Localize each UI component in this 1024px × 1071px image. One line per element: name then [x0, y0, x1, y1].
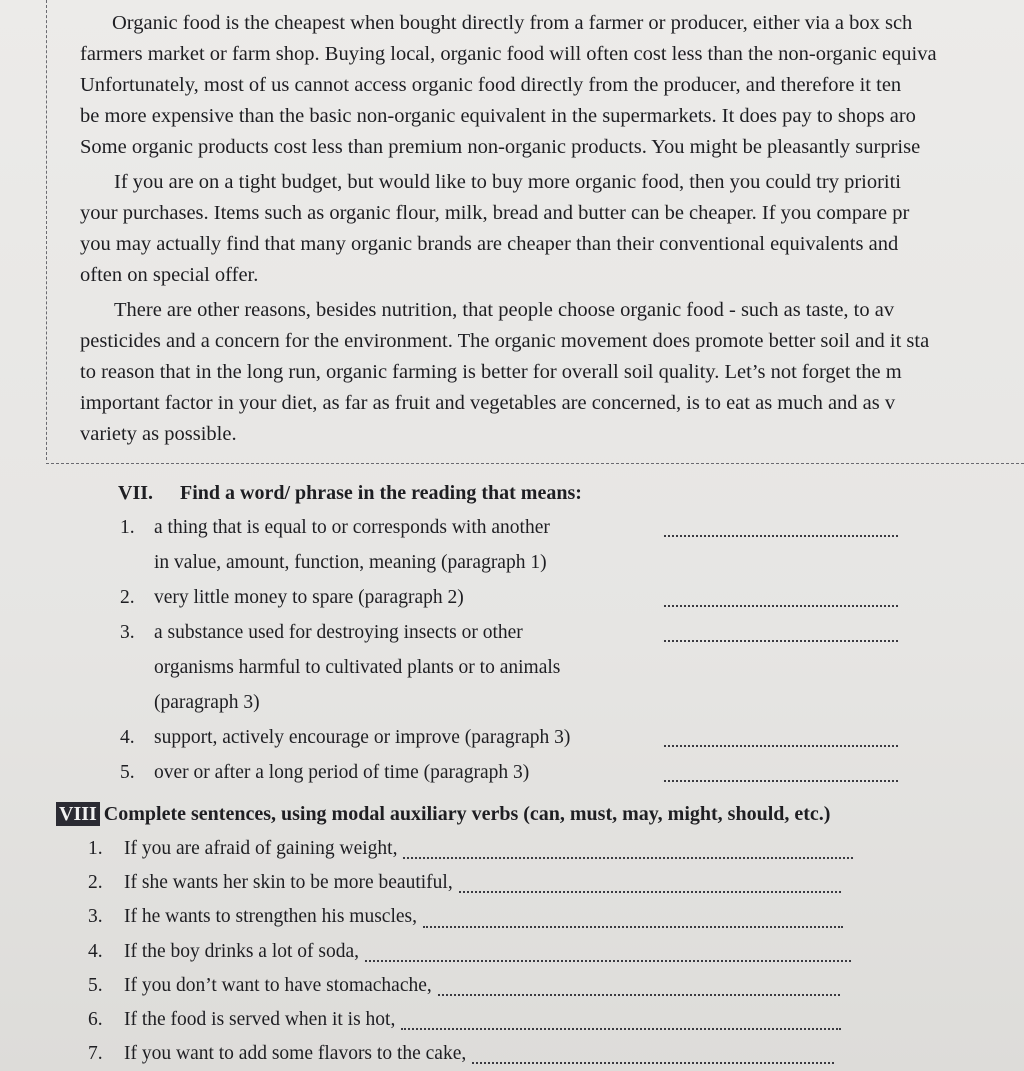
sentence-number: 6.	[88, 1009, 103, 1031]
answer-blank[interactable]	[664, 745, 898, 747]
exercise-number: VIII	[56, 802, 100, 826]
sentence-item	[88, 1003, 1016, 1037]
question-text: a thing that is equal to or corresponds with another	[154, 517, 550, 538]
sentence-item	[88, 866, 1016, 900]
paragraph-line: important factor in your diet, as far as fruit and vegetables are concerned, is to eat as much and as v	[80, 392, 896, 414]
question-number: 5.	[120, 762, 135, 783]
answer-blank[interactable]	[459, 891, 841, 893]
paragraph-line: to reason that in the long run, organic farming is better for overall soil quality. Let’s not forget the m	[80, 361, 902, 383]
answer-blank[interactable]	[664, 535, 898, 537]
sentence-number: 5.	[88, 974, 103, 996]
sentence-prompt: If she wants her skin to be more beautiful,	[124, 872, 453, 894]
paragraph-line: pesticides and a concern for the environment. The organic movement does promote better soil and it sta	[80, 330, 930, 352]
question-text: very little money to spare (paragraph 2)	[154, 587, 464, 608]
question-item	[118, 510, 918, 580]
paragraph-line: be more expensive than the basic non-organic equivalent in the supermarkets. It does pay to shops aro	[80, 105, 916, 127]
paragraph-2	[80, 167, 1024, 291]
question-number: 2.	[120, 587, 135, 608]
paragraph-line: often on special offer.	[80, 264, 259, 286]
sentence-number: 1.	[88, 838, 103, 859]
answer-blank[interactable]	[438, 994, 840, 996]
question-text: organisms harmful to cultivated plants or to animals	[154, 657, 561, 678]
question-text: a substance used for destroying insects or other	[154, 622, 523, 643]
exercise-title: Find a word/ phrase in the reading that means:	[180, 482, 582, 504]
question-text: over or after a long period of time (paragraph 3)	[154, 762, 530, 783]
sentence-prompt: If you are afraid of gaining weight,	[124, 838, 398, 859]
sentence-item	[88, 1037, 1016, 1071]
paragraph-1	[80, 8, 1024, 163]
paragraph-line: There are other reasons, besides nutrition, that people choose organic food - such as taste, to av	[114, 299, 895, 321]
answer-blank[interactable]	[664, 640, 898, 642]
exercise-title: Complete sentences, using modal auxiliary verbs (can, must, may, might, should, etc.)	[103, 803, 831, 825]
sentence-item	[88, 832, 1016, 866]
answer-blank[interactable]	[472, 1062, 834, 1064]
paragraph-line: farmers market or farm shop. Buying local, organic food will often cost less than the non-organic equiva	[80, 43, 937, 65]
answer-blank[interactable]	[664, 780, 898, 782]
paragraph-line: your purchases. Items such as organic flour, milk, bread and butter can be cheaper. If you compare pr	[80, 202, 910, 224]
sentence-number: 4.	[88, 940, 103, 962]
margin-dashed-line	[46, 0, 47, 460]
sentence-item	[88, 935, 1016, 969]
paragraph-line: Organic food is the cheapest when bought directly from a farmer or producer, either via a box sch	[112, 12, 913, 34]
sentence-prompt: If the food is served when it is hot,	[124, 1009, 396, 1031]
question-number: 3.	[120, 622, 135, 643]
exercise-7	[118, 476, 918, 790]
sentence-number: 2.	[88, 872, 103, 894]
exercise-8	[56, 796, 1016, 1071]
question-item	[118, 755, 918, 790]
section-dashed-divider	[46, 463, 1024, 464]
paragraph-line: Some organic products cost less than premium non-organic products. You might be pleasantly surprise	[80, 136, 921, 158]
answer-blank[interactable]	[365, 960, 851, 962]
question-text: (paragraph 3)	[154, 692, 260, 713]
sentence-prompt: If he wants to strengthen his muscles,	[124, 906, 417, 928]
question-text: support, actively encourage or improve (paragraph 3)	[154, 727, 571, 748]
paragraph-3	[80, 295, 1024, 450]
paragraph-line: If you are on a tight budget, but would like to buy more organic food, then you could try prioriti	[114, 171, 902, 193]
exercise-8-heading	[56, 796, 1016, 832]
question-number: 1.	[120, 517, 135, 538]
sentence-number: 7.	[88, 1043, 103, 1065]
exercise-number: VII.	[118, 482, 154, 504]
paragraph-line: variety as possible.	[80, 423, 237, 445]
question-number: 4.	[120, 727, 135, 748]
sentence-prompt: If the boy drinks a lot of soda,	[124, 940, 360, 962]
question-item	[118, 580, 918, 615]
answer-blank[interactable]	[401, 1028, 841, 1030]
exercise-7-heading	[118, 476, 918, 510]
sentence-item	[88, 900, 1016, 934]
paragraph-line: you may actually find that many organic brands are cheaper than their conventional equivalents and	[80, 233, 899, 255]
sentence-item	[88, 969, 1016, 1003]
question-item	[118, 615, 918, 720]
question-item	[118, 720, 918, 755]
reading-passage	[80, 8, 1024, 454]
paragraph-line: Unfortunately, most of us cannot access organic food directly from the producer, and therefore it ten	[80, 74, 902, 96]
sentence-prompt: If you don’t want to have stomachache,	[124, 974, 432, 996]
answer-blank[interactable]	[423, 926, 843, 928]
answer-blank[interactable]	[664, 605, 898, 607]
sentence-prompt: If you want to add some flavors to the cake,	[124, 1043, 467, 1065]
sentence-number: 3.	[88, 906, 103, 928]
question-text: in value, amount, function, meaning (paragraph 1)	[154, 552, 547, 573]
answer-blank[interactable]	[403, 857, 853, 859]
